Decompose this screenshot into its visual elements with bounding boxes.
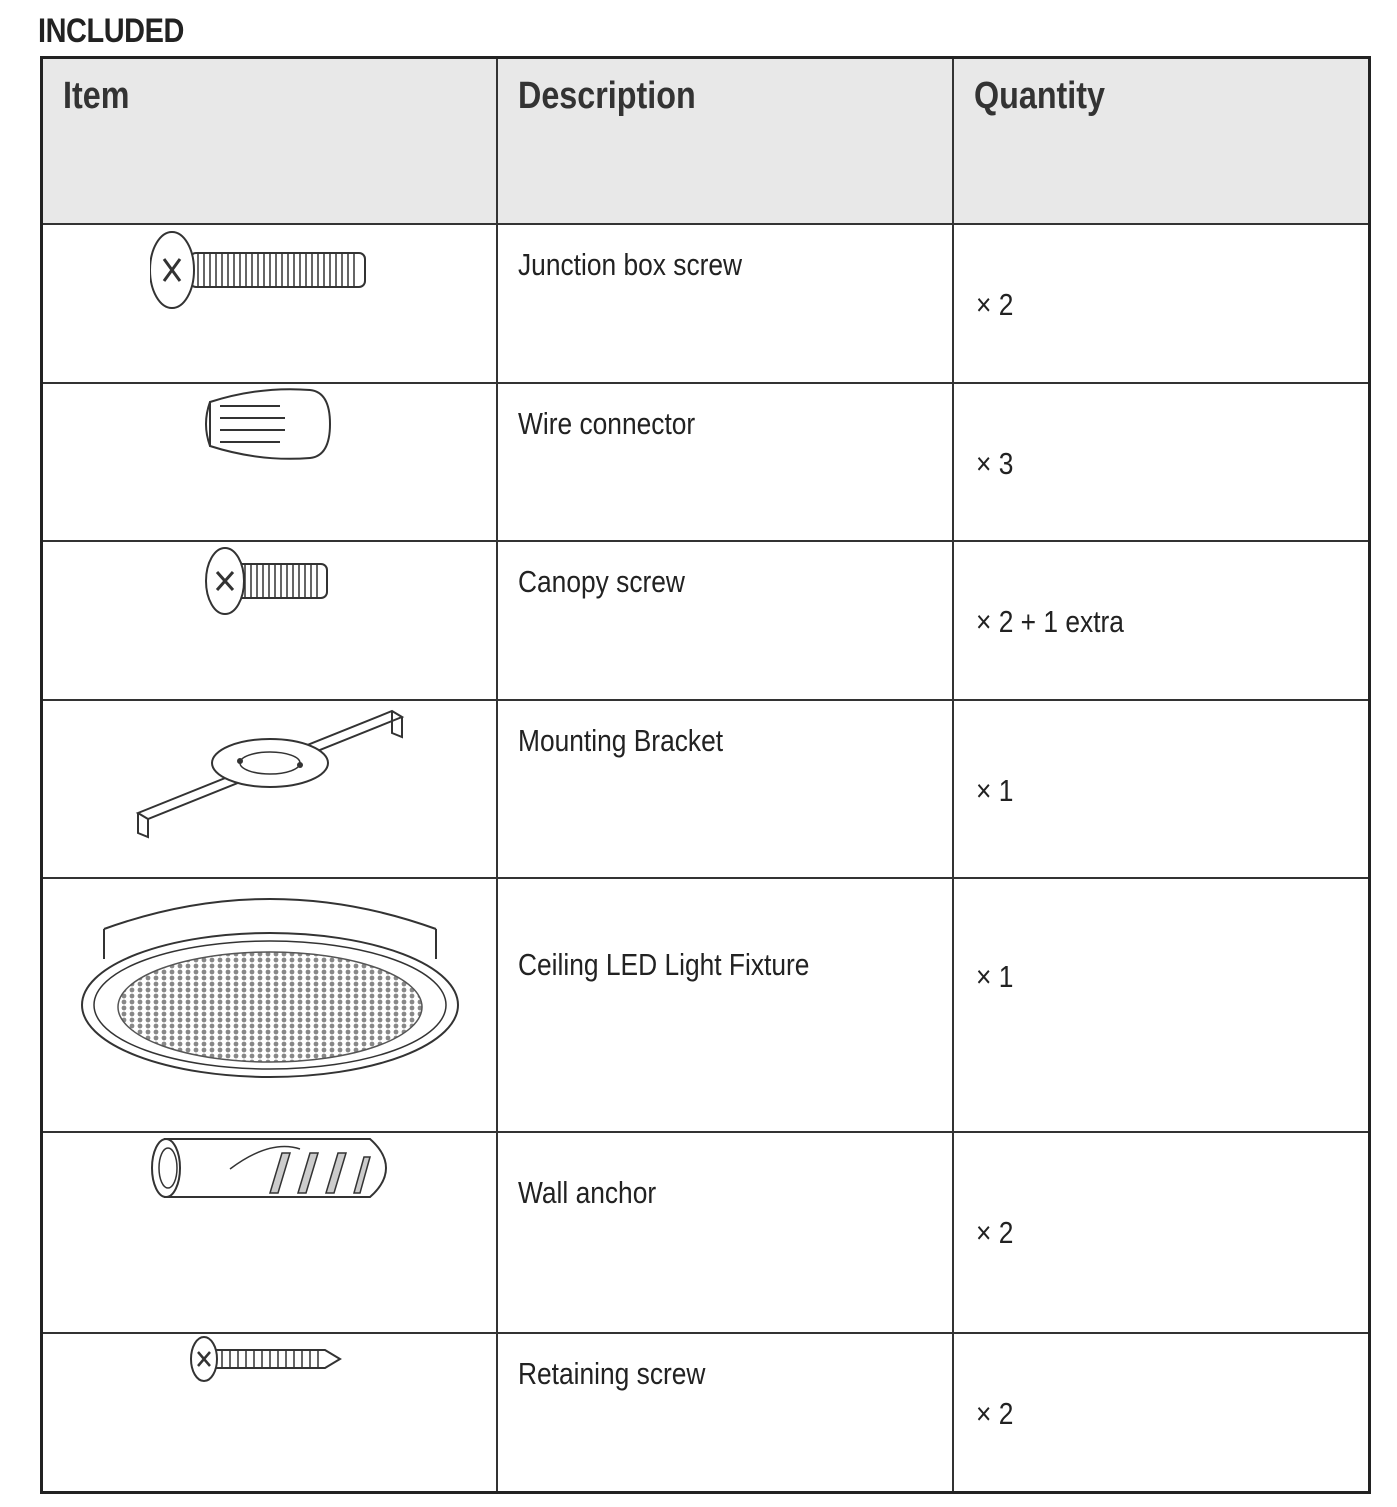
item-description: Wall anchor [518,1175,657,1210]
item-quantity: × 2 [976,1396,1014,1431]
item-quantity: × 2 [976,1215,1014,1250]
item-quantity: × 2 + 1 extra [976,604,1124,639]
section-title: INCLUDED [38,12,184,50]
junction-box-screw-icon [150,225,390,315]
item-description: Junction box screw [518,247,743,282]
item-quantity: × 1 [976,959,1014,994]
retaining-screw-icon [190,1334,350,1384]
wall-anchor-icon [150,1133,390,1203]
mounting-bracket-icon [130,701,410,841]
item-description: Mounting Bracket [518,723,724,758]
table-row [42,541,1370,700]
item-description: Wire connector [518,406,696,441]
wire-connector-icon [200,384,340,464]
ceiling-led-light-fixture-icon [80,879,460,1079]
item-description: Ceiling LED Light Fixture [518,947,810,982]
table-row [42,878,1370,1132]
table-row [42,1333,1370,1492]
column-header-label: Item [63,75,130,117]
item-quantity: × 3 [976,446,1014,481]
column-header-description [497,58,953,225]
item-description: Retaining screw [518,1356,706,1391]
column-header-item [42,58,498,225]
item-quantity: × 1 [976,773,1014,808]
table-row [42,224,1370,383]
column-header-quantity [953,58,1370,225]
item-description: Canopy screw [518,564,685,599]
table-row [42,1132,1370,1333]
canopy-screw-icon [205,542,335,622]
column-header-label: Description [518,75,696,117]
included-parts-table [40,56,1371,1494]
item-quantity: × 2 [976,287,1014,322]
column-header-label: Quantity [974,75,1106,117]
table-header-row [42,58,1370,225]
table-row [42,700,1370,878]
table-row [42,383,1370,541]
